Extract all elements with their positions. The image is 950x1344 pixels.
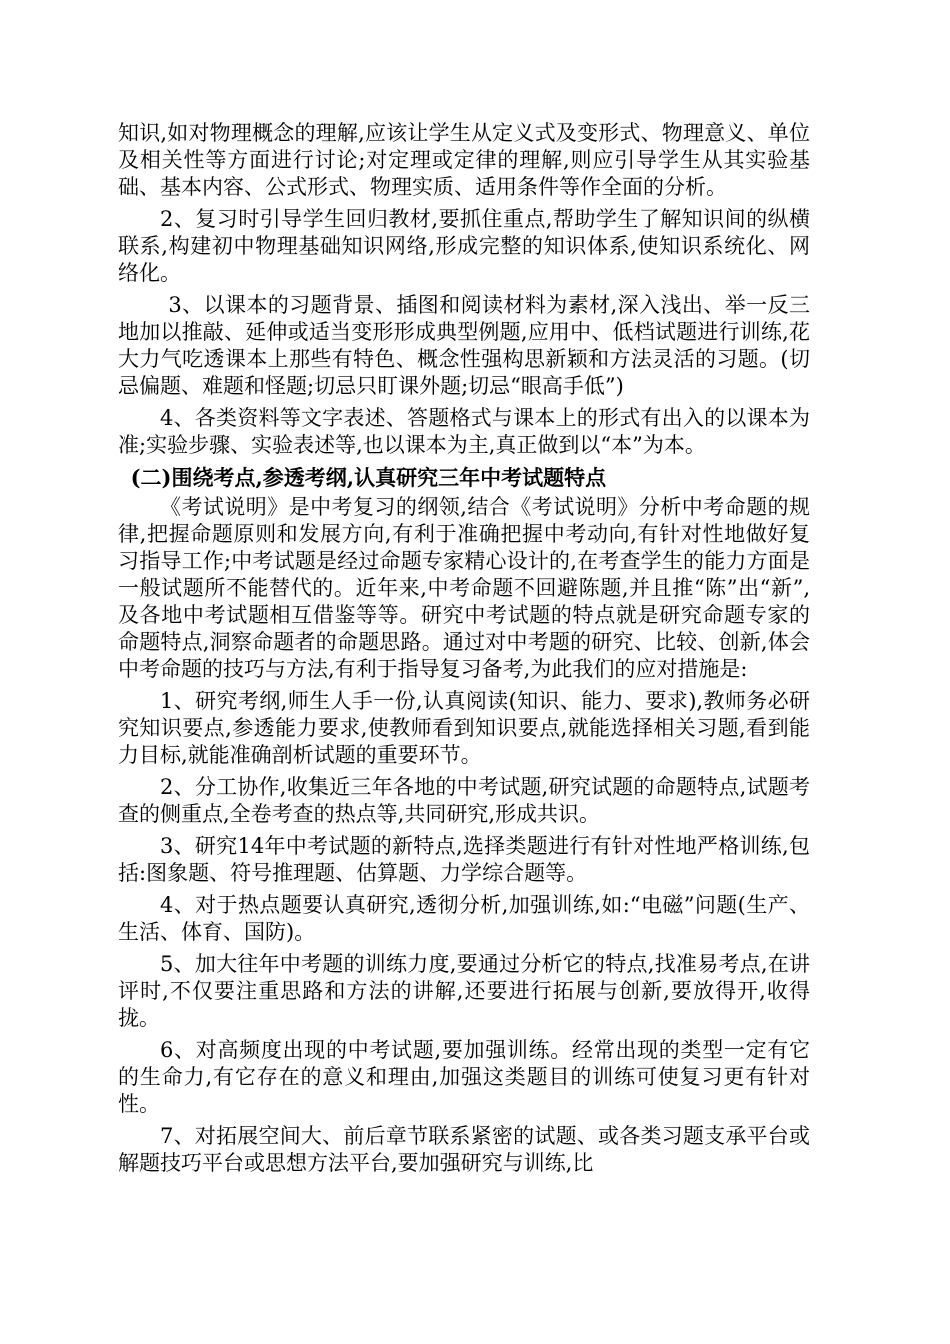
paragraph-measure-7: 7、对拓展空间大、前后章节联系紧密的试题、或各类习题支承平台或解题技巧平台或思想方法平台,要加强研究与训练,比 — [118, 1124, 810, 1175]
paragraph-item-3-exercises: 3、以课本的习题背景、插图和阅读材料为素材,深入浅出、举一反三地加以推敲、延伸或适当变形形成典型例题,应用中、低档试题进行训练,花大力气吃透课本上那些有特色、概念性强构思新颖和方法灵活的习题。(切忌偏题、难题和怪题;切忌只盯课外题;切忌“眼高手低”) — [118, 293, 810, 398]
paragraph-exam-guide: 《考试说明》是中考复习的纲领,结合《考试说明》分析中考命题的规律,把握命题原则和发展方向,有利于准确把握中考动向,有针对性地做好复习指导工作;中考试题是经过命题专家精心设计的,在考查学生的能力方面是一般试题所不能替代的。近年来,中考命题不回避陈题,并且推“陈”出“新”,及各地中考试题相互借鉴等等。研究中考试题的特点就是研究命题专家的命题特点,洞察命题者的命题思路。通过对中考题的研究、比较、创新,体会中考命题的技巧与方法,有利于指导复习备考,为此我们的应对措施是: — [118, 495, 810, 681]
paragraph-measure-2: 2、分工协作,收集近三年各地的中考试题,研究试题的命题特点,试题考查的侧重点,全卷考查的热点等,共同研究,形成共识。 — [118, 775, 810, 826]
document-page — [118, 120, 810, 1182]
paragraph-measure-1: 1、研究考纲,师生人手一份,认真阅读(知识、能力、要求),教师务必研究知识要点,参透能力要求,使教师看到知识要点,就能选择相关习题,看到能力目标,就能准确剖析试题的重要环节。 — [118, 689, 810, 767]
paragraph-measure-3: 3、研究14年中考试题的新特点,选择类题进行有针对性地严格训练,包括:图象题、符号推理题、估算题、力学综合题等。 — [118, 834, 810, 885]
paragraph-item-2-textbook: 2、复习时引导学生回归教材,要抓住重点,帮助学生了解知识间的纵横联系,构建初中物理基础知识网络,形成完整的知识体系,使知识系统化、网络化。 — [118, 207, 810, 285]
paragraph-measure-4: 4、对于热点题要认真研究,透彻分析,加强训练,如:“电磁”问题(生产、生活、体育、国防)。 — [118, 893, 810, 944]
paragraph-measure-6: 6、对高频度出现的中考试题,要加强训练。经常出现的类型一定有它的生命力,有它存在的意义和理由,加强这类题目的训练可使复习更有针对性。 — [118, 1038, 810, 1116]
paragraph-measure-5: 5、加大往年中考题的训练力度,要通过分析它的特点,找准易考点,在讲评时,不仅要注重思路和方法的讲解,还要进行拓展与创新,要放得开,收得拢。 — [118, 952, 810, 1030]
paragraph-item-4-standards: 4、各类资料等文字表述、答题格式与课本上的形式有出入的以课本为准;实验步骤、实验表述等,也以课本为主,真正做到以“本”为本。 — [118, 406, 810, 457]
paragraph-concept-understanding: 知识,如对物理概念的理解,应该让学生从定义式及变形式、物理意义、单位及相关性等方面进行讨论;对定理或定律的理解,则应引导学生从其实验基础、基本内容、公式形式、物理实质、适用条件等作全面的分析。 — [118, 121, 810, 199]
section-heading: (二)围绕考点,参透考纲,认真研究三年中考试题特点 — [130, 465, 607, 490]
